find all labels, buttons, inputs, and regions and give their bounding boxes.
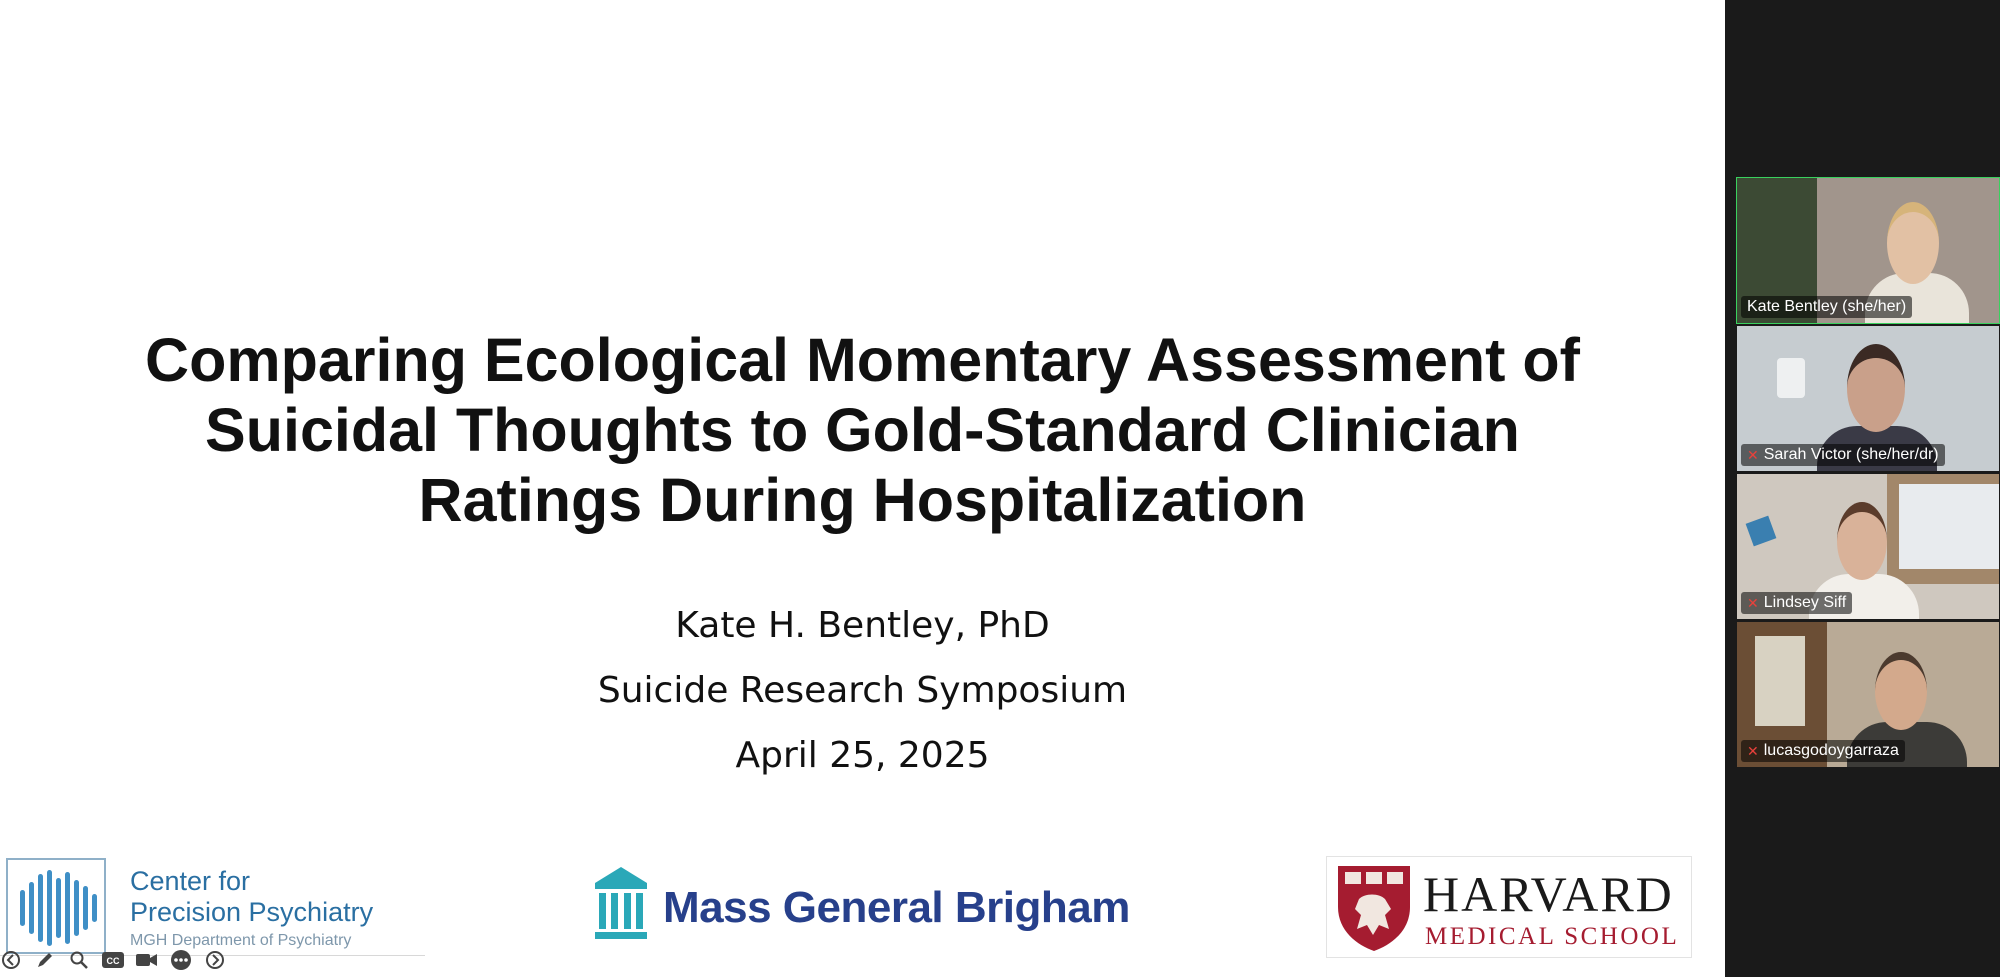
cpp-logo-text — [130, 866, 373, 928]
presenter-name: Kate H. Bentley, PhD — [675, 605, 1050, 646]
video-background-picture — [1746, 516, 1777, 547]
participant-name: Kate Bentley (she/her) — [1747, 298, 1907, 315]
participant-head — [1847, 344, 1905, 432]
event-name: Suicide Research Symposium — [597, 670, 1128, 711]
video-background-object — [1777, 358, 1805, 398]
mgb-logo-text: Mass General Brigham — [663, 883, 1130, 932]
more-icon[interactable] — [170, 949, 192, 971]
participant-name: Lindsey Siff — [1763, 594, 1847, 611]
video-tile[interactable] — [1737, 622, 1999, 767]
camera-icon[interactable] — [136, 949, 158, 971]
slide-title — [40, 325, 1685, 535]
participant-name: Sarah Victor (she/her/dr) — [1763, 446, 1939, 463]
cpp-logo — [6, 858, 426, 960]
muted-mic-icon: ✕ — [1747, 446, 1759, 463]
captions-label: CC — [106, 956, 120, 966]
captions-icon[interactable] — [102, 949, 124, 971]
hms-logo — [1326, 856, 1692, 958]
cpp-logo-line1: Center for — [130, 866, 251, 896]
mgb-logo-mark — [593, 865, 649, 941]
participant-head — [1887, 202, 1939, 284]
participants-panel — [1725, 0, 2000, 977]
participant-head — [1837, 502, 1887, 580]
forward-arrow-icon[interactable] — [204, 949, 226, 971]
slide-title-line: Suicidal Thoughts to Gold-Standard Clinician — [205, 396, 1520, 464]
pen-icon[interactable] — [34, 949, 56, 971]
slide-title-line: Ratings During Hospitalization — [418, 466, 1307, 534]
participant-name-label — [1741, 740, 1905, 762]
zoom-icon[interactable] — [68, 949, 90, 971]
participant-head — [1875, 652, 1927, 730]
video-background-window — [1755, 636, 1805, 726]
video-tile[interactable] — [1737, 474, 1999, 619]
presentation-date: April 25, 2025 — [735, 735, 990, 776]
video-background-window — [1899, 484, 1999, 569]
participant-name-label — [1741, 592, 1852, 614]
presentation-toolbar — [0, 947, 238, 973]
mgb-logo — [593, 865, 1133, 945]
back-arrow-icon[interactable] — [0, 949, 22, 971]
participant-name-label — [1741, 296, 1912, 318]
video-tile[interactable] — [1737, 326, 1999, 471]
slide-title-line: Comparing Ecological Momentary Assessment of — [145, 326, 1580, 394]
participant-name-label — [1741, 444, 1945, 466]
cpp-logo-subtitle: MGH Department of Psychiatry — [130, 932, 352, 949]
harvard-shield-icon — [1335, 863, 1413, 953]
video-tile[interactable] — [1737, 178, 1999, 323]
muted-mic-icon: ✕ — [1747, 594, 1759, 611]
hms-logo-harvard: HARVARD — [1423, 866, 1674, 922]
hms-logo-medical-school: MEDICAL SCHOOL — [1425, 923, 1680, 950]
muted-mic-icon: ✕ — [1747, 742, 1759, 759]
cpp-logo-mark — [6, 858, 106, 954]
participant-name: lucasgodoygarraza — [1763, 742, 1899, 759]
cpp-logo-line2: Precision Psychiatry — [130, 897, 374, 927]
